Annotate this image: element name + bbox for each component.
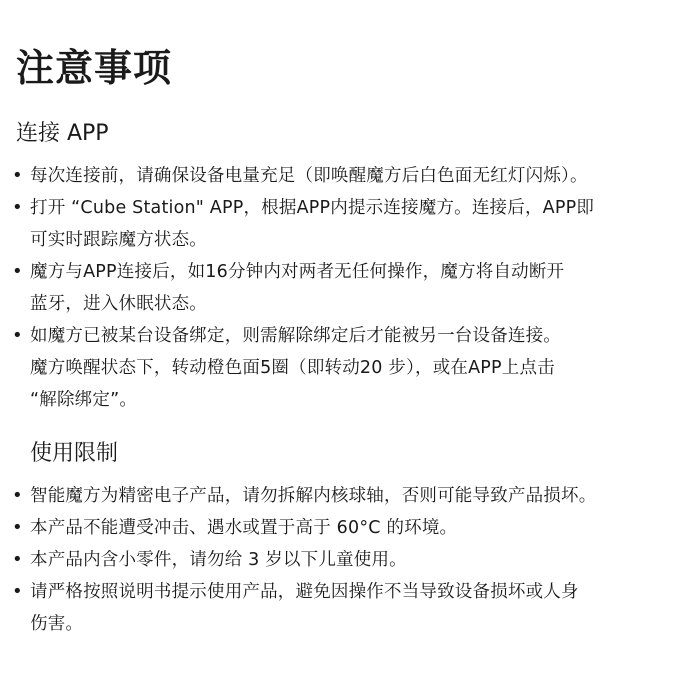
page-title: 注意事项 (16, 46, 173, 90)
bullet-icon: • (12, 197, 23, 218)
bullet-icon: • (12, 517, 23, 538)
item-text-line: “解除绑定”。 (30, 390, 138, 410)
list-item (0, 320, 700, 416)
bullet-icon: • (12, 165, 23, 186)
bullet-icon: • (12, 485, 23, 506)
item-text-line: 魔方与APP连接后，如16分钟内对两者无任何操作，魔方将自动断开 (30, 262, 565, 282)
list-item (0, 544, 700, 576)
item-text-line: 请严格按照说明书提示使用产品，避免因操作不当导致设备损坏或人身 (30, 582, 579, 602)
item-text-line: 打开 “Cube Station" APP，根据APP内提示连接魔方。连接后，APP即 (30, 198, 595, 218)
item-text-line: 智能魔方为精密电子产品，请勿拆解内核球轴，否则可能导致产品损坏。 (30, 486, 597, 506)
list-item (0, 576, 700, 640)
item-text-line: 每次连接前，请确保设备电量充足（即唤醒魔方后白色面无红灯闪烁）。 (30, 166, 588, 186)
item-text-line: 魔方唤醒状态下，转动橙色面5圈（即转动20 步），或在APP上点击 (30, 358, 555, 378)
list-item (0, 160, 700, 192)
bullet-icon: • (12, 581, 23, 602)
bullet-icon: • (12, 549, 23, 570)
section-heading-connect-app: 连接 APP (16, 121, 109, 146)
list-item (0, 480, 700, 512)
bullet-icon: • (12, 325, 23, 346)
item-text-line: 本产品内含小零件，请勿给 3 岁以下儿童使用。 (30, 550, 407, 570)
item-text-line: 可实时跟踪魔方状态。 (30, 230, 207, 250)
item-text-line: 如魔方已被某台设备绑定，则需解除绑定后才能被另一台设备连接。 (30, 326, 561, 346)
bullet-icon: • (12, 261, 23, 282)
list-item (0, 192, 700, 256)
item-text-line: 蓝牙，进入休眠状态。 (30, 294, 207, 314)
usage-restrictions-list (0, 480, 700, 640)
item-text-line: 本产品不能遭受冲击、遇水或置于高于 60°C 的环境。 (30, 518, 458, 538)
item-text-line: 伤害。 (30, 614, 84, 634)
connect-app-list (0, 160, 700, 416)
list-item (0, 512, 700, 544)
list-item (0, 256, 700, 320)
section-heading-usage-restrictions: 使用限制 (30, 441, 119, 466)
